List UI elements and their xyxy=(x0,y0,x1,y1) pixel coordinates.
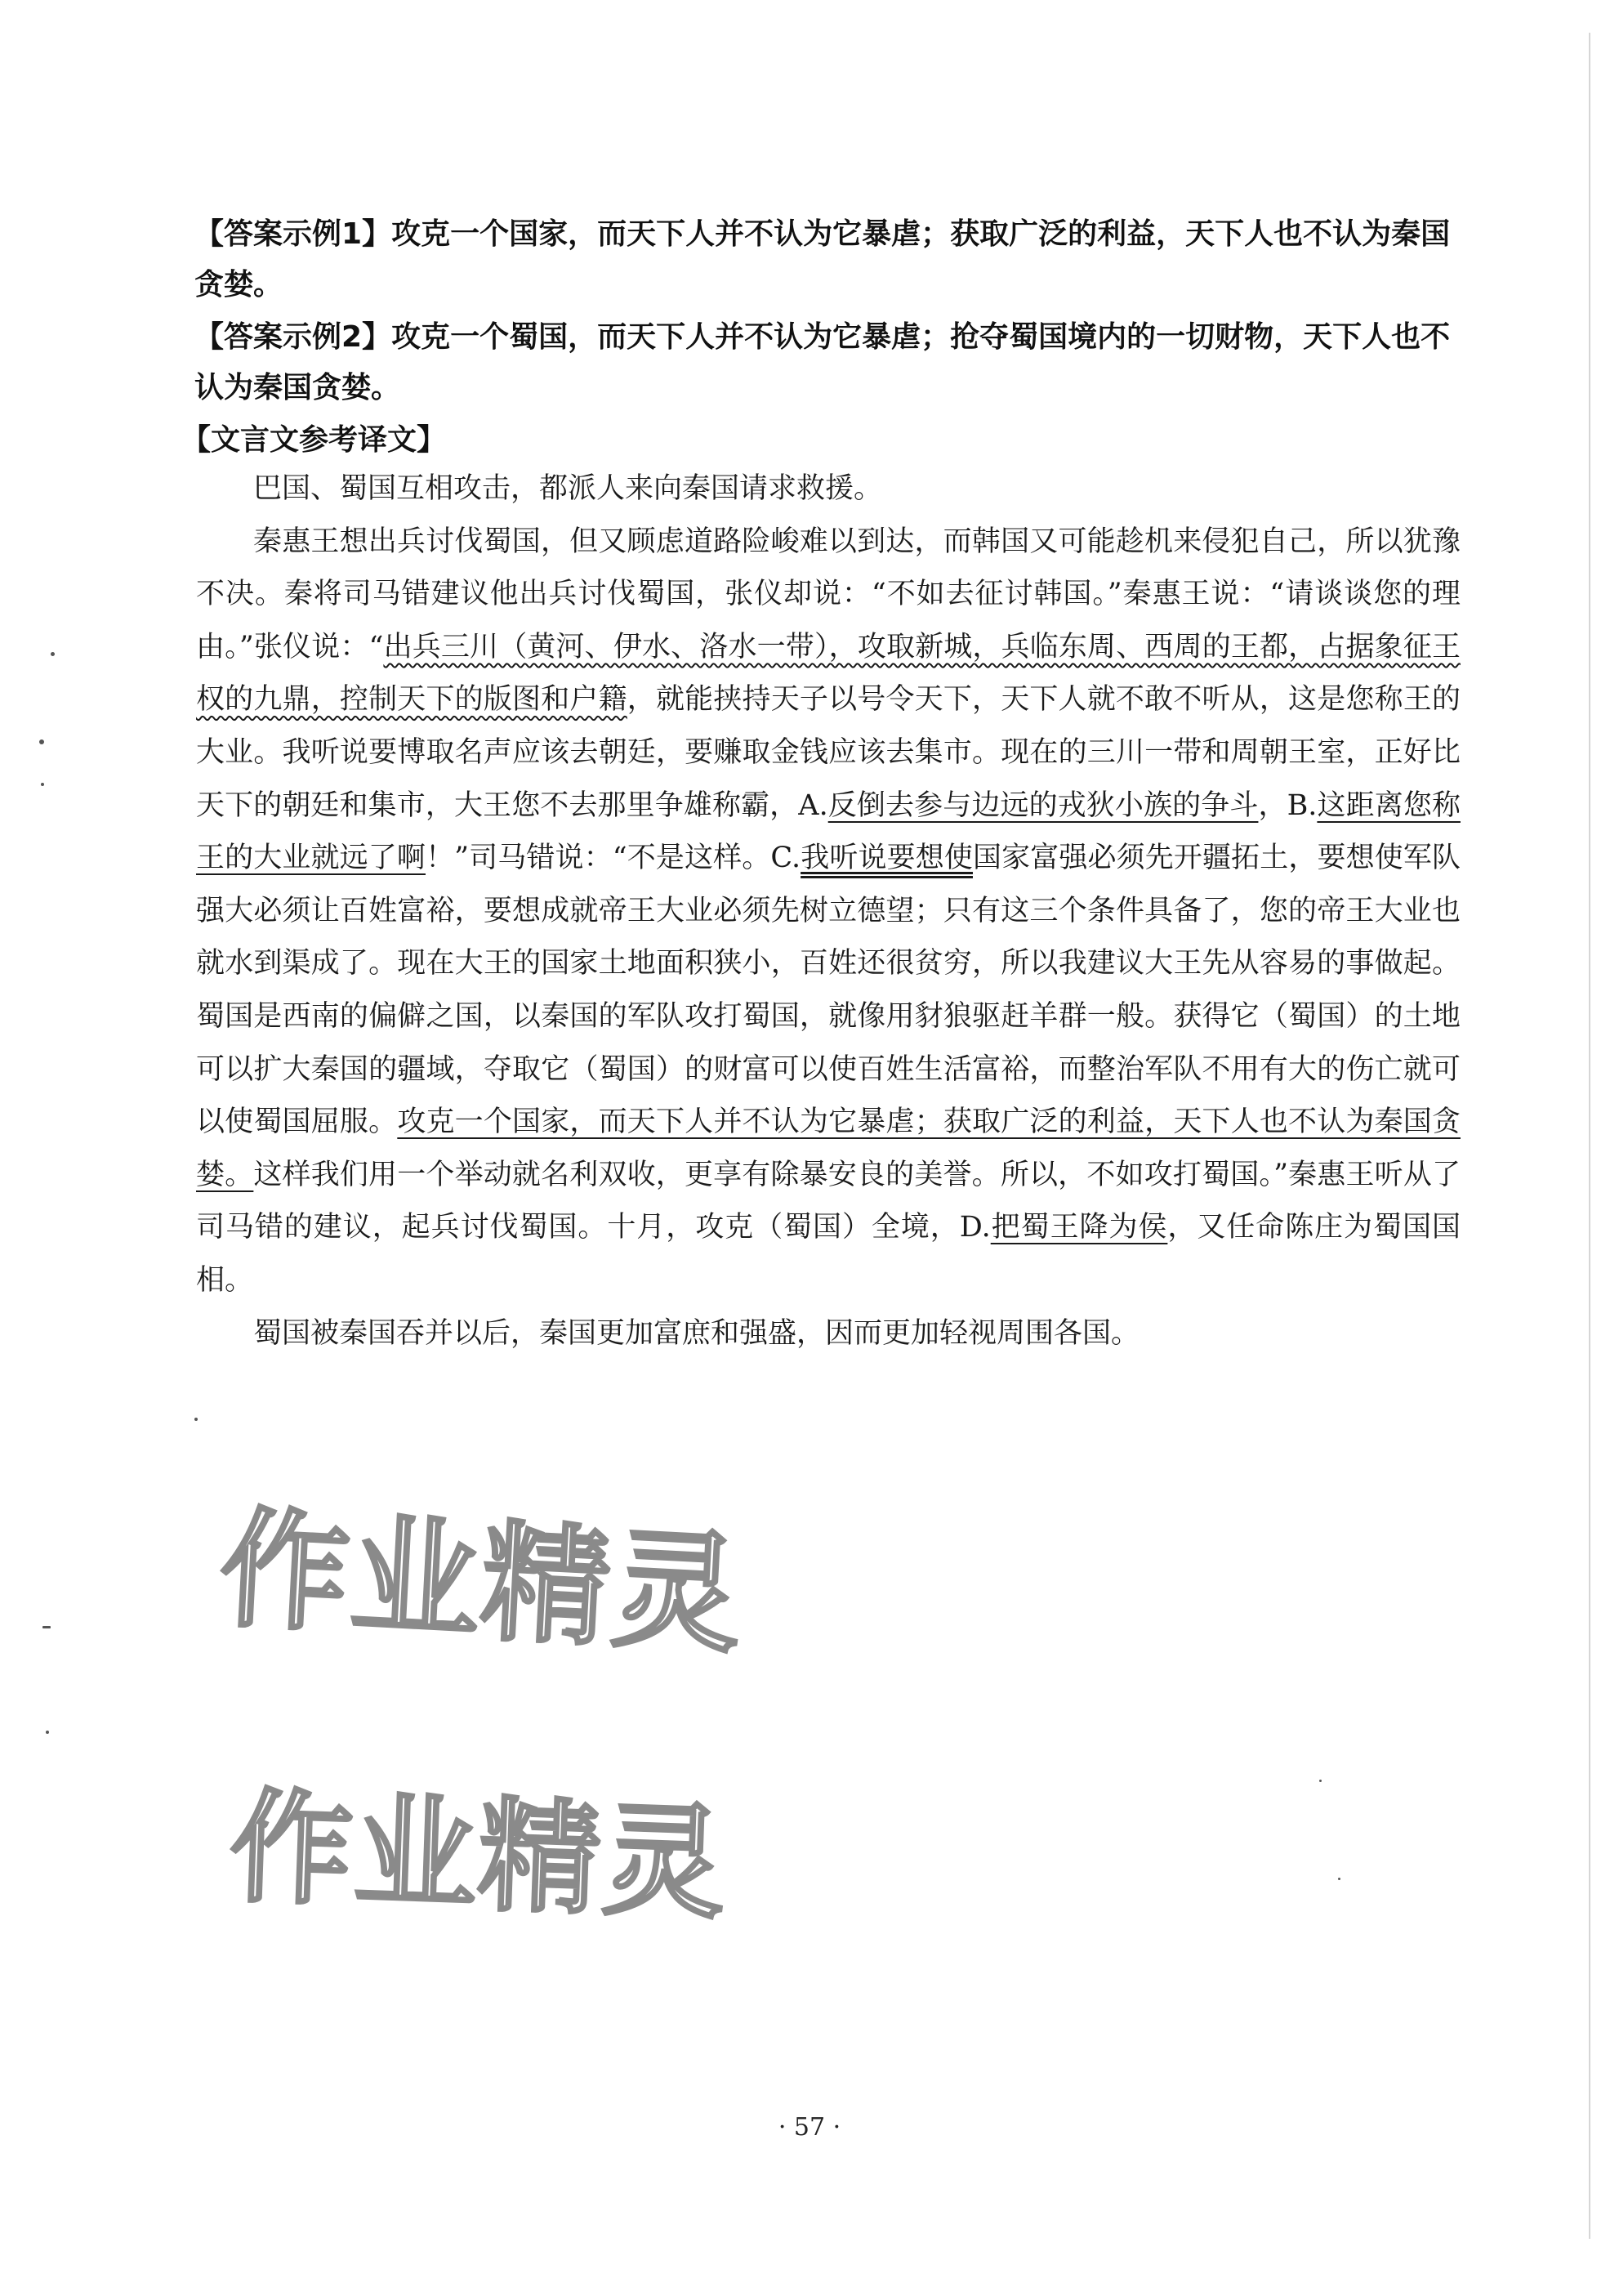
translation-paragraph-1: 巴国、蜀国互相攻击，都派人来向秦国请求救援。 xyxy=(253,472,883,505)
paragraph-text: ！”司马错说：“不是这样。 xyxy=(426,842,771,875)
answer-example-1 xyxy=(194,209,1469,310)
paragraph-text: 这样我们用一个举动就名利双收，更享有除暴安良的美誉。所以，不如攻打蜀国。”秦惠王听从了司马错的建议，起兵讨伐蜀国。十月，攻克（蜀国）全境， xyxy=(196,1158,1461,1244)
scan-speck xyxy=(46,1731,49,1734)
answer-example-1-text: 攻克一个国家，而天下人并不认为它暴虐；获取广泛的利益，天下人也不认为秦国贪婪。 xyxy=(194,217,1451,302)
scan-speck xyxy=(42,1626,51,1628)
scan-speck xyxy=(1338,1878,1340,1880)
paragraph-text: 国家富强必须先开疆拓土，要想使军队强大必须让百姓富裕，要想成就帝王大业必须先树立德望；只有这三个条件具备了，您的帝王大业也就水到渠成了。现在大王的国家土地面积狭小，百姓还很贫穷，所以我建议大王先从容易的事做起。蜀国是西南的偏僻之国，以秦国的军队攻打蜀国，就像用豺狼驱赶羊群一般。获得它（蜀国）的土地可以扩大秦国的疆域，夺取它（蜀国）的财富可以使百姓生活富裕，而整治军队不用有大的伤亡就可以使蜀国屈服。 xyxy=(196,842,1461,1139)
scan-speck xyxy=(41,783,44,786)
translation-body xyxy=(196,462,1461,1360)
option-label-a: A. xyxy=(798,788,828,822)
underlined-phrase-c: 我听说要想使 xyxy=(801,842,973,875)
scan-speck xyxy=(1319,1780,1322,1782)
paragraph-text: ，又任命陈庄为蜀国国相。 xyxy=(196,1211,1461,1297)
answer-example-2 xyxy=(194,312,1469,413)
page-number: · 57 · xyxy=(778,2113,841,2142)
underlined-phrase-a: 反倒去参与边远的戎狄小族的争斗 xyxy=(827,788,1259,822)
watermark-logo: 作业精灵 xyxy=(216,1494,747,1672)
option-label-d: D. xyxy=(959,1211,991,1244)
scan-speck xyxy=(51,652,55,656)
answer-example-2-tag: 【答案示例2】 xyxy=(194,320,392,354)
option-label-c: C. xyxy=(770,842,801,875)
wavy-underlined-phrase: 出兵三川（黄河、伊水、洛水一带），攻取新城，兵临东周、西周的王都，占据象征王权的九鼎，控制天下的版图和户籍 xyxy=(196,630,1461,717)
translation-paragraph-3: 蜀国被秦国吞并以后，秦国更加富庶和强盛，因而更加轻视周围各国。 xyxy=(253,1316,1140,1350)
answer-example-1-tag: 【答案示例1】 xyxy=(194,217,392,251)
watermark-logo: 作业精灵 xyxy=(227,1776,729,1936)
paragraph-text: 秦惠王想出兵讨伐蜀国，但又顾虑道路险峻难以到达，而韩国又可能趁机来侵犯自己，所以犹豫不决。秦将司马错建议他出兵讨伐蜀国，张仪却说：“不如去征讨韩国。”秦惠王说：“请谈谈您的理由。”张仪说：“ xyxy=(196,525,1461,663)
section-heading: 【文言文参考译文】 xyxy=(181,423,447,457)
paragraph-text: ， xyxy=(1258,788,1287,822)
underlined-key-sentence: 攻克一个国家，而天下人并不认为它暴虐；获取广泛的利益，天下人也不认为秦国贪婪。 xyxy=(196,1106,1461,1191)
translation-paragraph-2 xyxy=(196,516,1461,1307)
underlined-phrase-b: 这距离您称王的大业就远了啊 xyxy=(196,788,1461,875)
scan-speck xyxy=(39,739,44,744)
scan-speck xyxy=(194,1418,198,1421)
underlined-phrase-d: 把蜀王降为侯 xyxy=(990,1211,1168,1244)
paragraph-text: ，就能挟持天子以号令天下，天下人就不敢不听从，这是您称王的大业。我听说要博取名声应该去朝廷，要赚取金钱应该去集市。现在的三川一带和周朝王室，正好比天下的朝廷和集市，大王您不去那里争雄称霸， xyxy=(196,683,1461,822)
scan-edge-line xyxy=(1589,33,1590,2239)
answer-example-2-text: 攻克一个蜀国，而天下人并不认为它暴虐；抢夺蜀国境内的一切财物，天下人也不认为秦国贪婪。 xyxy=(194,320,1451,404)
option-label-b: B. xyxy=(1287,788,1318,822)
